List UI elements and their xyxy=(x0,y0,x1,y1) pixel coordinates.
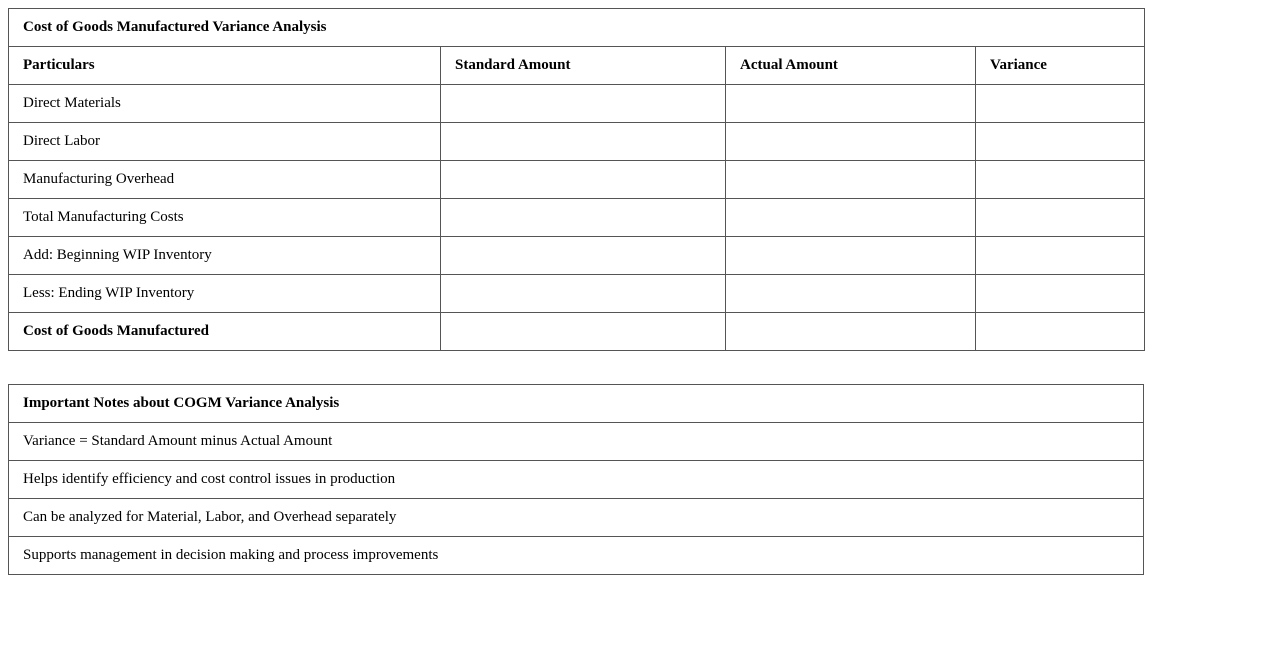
standard-amount-cell xyxy=(441,313,726,351)
table-row xyxy=(9,275,1145,313)
column-header-particulars: Particulars xyxy=(9,47,441,85)
table-row-total xyxy=(9,313,1145,351)
actual-amount-cell xyxy=(726,313,976,351)
particular-cell: Direct Labor xyxy=(9,123,441,161)
standard-amount-cell xyxy=(441,237,726,275)
variance-cell xyxy=(976,275,1145,313)
standard-amount-cell xyxy=(441,161,726,199)
variance-cell xyxy=(976,161,1145,199)
variance-cell xyxy=(976,123,1145,161)
standard-amount-cell xyxy=(441,85,726,123)
particular-cell: Add: Beginning WIP Inventory xyxy=(9,237,441,275)
notes-title-row xyxy=(9,385,1144,423)
notes-table xyxy=(8,384,1144,575)
actual-amount-cell xyxy=(726,237,976,275)
table-title: Cost of Goods Manufactured Variance Analysis xyxy=(9,9,1145,47)
note-text: Variance = Standard Amount minus Actual Amount xyxy=(9,423,1144,461)
actual-amount-cell xyxy=(726,199,976,237)
table-row xyxy=(9,123,1145,161)
actual-amount-cell xyxy=(726,275,976,313)
particular-cell: Direct Materials xyxy=(9,85,441,123)
particular-cell: Manufacturing Overhead xyxy=(9,161,441,199)
particular-cell: Less: Ending WIP Inventory xyxy=(9,275,441,313)
table-row xyxy=(9,85,1145,123)
note-text: Supports management in decision making and process improvements xyxy=(9,537,1144,575)
column-header-standard-amount: Standard Amount xyxy=(441,47,726,85)
note-text: Can be analyzed for Material, Labor, and Overhead separately xyxy=(9,499,1144,537)
standard-amount-cell xyxy=(441,199,726,237)
variance-cell xyxy=(976,313,1145,351)
variance-cell xyxy=(976,199,1145,237)
column-header-actual-amount: Actual Amount xyxy=(726,47,976,85)
list-item xyxy=(9,499,1144,537)
list-item xyxy=(9,423,1144,461)
actual-amount-cell xyxy=(726,85,976,123)
notes-title: Important Notes about COGM Variance Analysis xyxy=(9,385,1144,423)
table-row xyxy=(9,161,1145,199)
variance-cell xyxy=(976,85,1145,123)
standard-amount-cell xyxy=(441,275,726,313)
note-text: Helps identify efficiency and cost control issues in production xyxy=(9,461,1144,499)
cogm-variance-table xyxy=(8,8,1145,351)
particular-cell: Cost of Goods Manufactured xyxy=(9,313,441,351)
list-item xyxy=(9,461,1144,499)
table-title-row xyxy=(9,9,1145,47)
standard-amount-cell xyxy=(441,123,726,161)
variance-cell xyxy=(976,237,1145,275)
actual-amount-cell xyxy=(726,123,976,161)
table-header-row xyxy=(9,47,1145,85)
particular-cell: Total Manufacturing Costs xyxy=(9,199,441,237)
list-item xyxy=(9,537,1144,575)
actual-amount-cell xyxy=(726,161,976,199)
column-header-variance: Variance xyxy=(976,47,1145,85)
table-row xyxy=(9,199,1145,237)
table-row xyxy=(9,237,1145,275)
